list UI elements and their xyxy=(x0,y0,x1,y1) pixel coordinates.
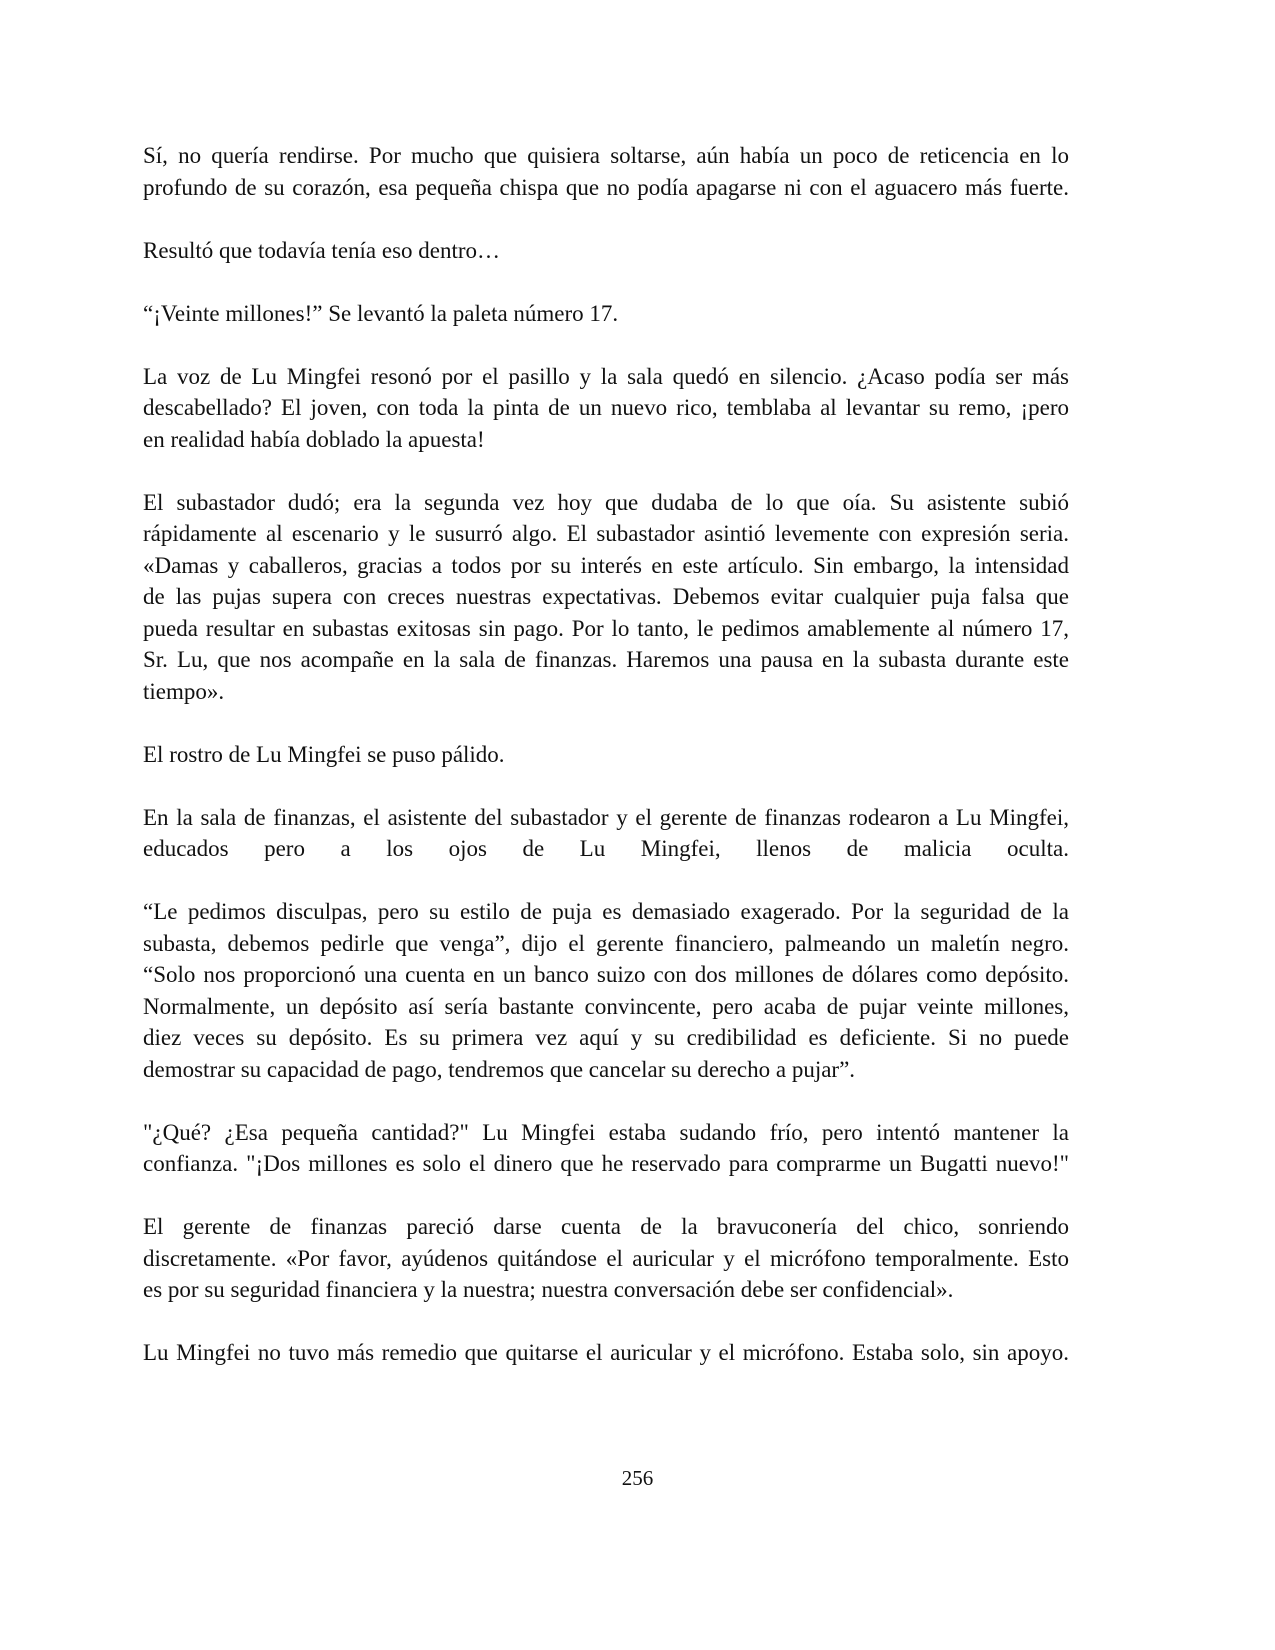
text-line: profundo de su corazón, esa pequeña chispa que no podía apagarse ni con el aguacero más fuerte. xyxy=(143,174,1069,200)
paragraph xyxy=(143,140,1069,203)
paragraph xyxy=(143,896,1069,1085)
text-line: educados pero a los ojos de Lu Mingfei, llenos de malicia oculta. xyxy=(143,836,1069,861)
text-line: “Solo nos proporcionó una cuenta en un banco suizo con dos millones de dólares como depósito. xyxy=(143,962,1069,987)
paragraph xyxy=(143,739,1069,771)
text-line: discretamente. «Por favor, ayúdenos quitándose el auricular y el micrófono temporalmente. Esto xyxy=(143,1245,1069,1271)
paragraph xyxy=(143,1337,1069,1369)
text-line: Sí, no quería rendirse. Por mucho que quisiera soltarse, aún había un poco de reticencia en lo xyxy=(143,143,1069,168)
text-line: La voz de Lu Mingfei resonó por el pasillo y la sala quedó en silencio. ¿Acaso podía ser más xyxy=(143,363,1069,389)
text-line: “¡Veinte millones!” Se levantó la paleta número 17. xyxy=(143,300,619,326)
paragraph xyxy=(143,1117,1069,1180)
text-line: subasta, debemos pedirle que venga”, dijo el gerente financiero, palmeando un maletín negro. xyxy=(143,930,1069,956)
text-line: rápidamente al escenario y le susurró algo. El subastador asintió levemente con expresión seria. xyxy=(143,521,1069,546)
text-line: El subastador dudó; era la segunda vez hoy que dudaba de lo que oía. Su asistente subió xyxy=(143,489,1069,515)
text-line: El rostro de Lu Mingfei se puso pálido. xyxy=(143,741,505,767)
page-body xyxy=(143,140,1069,1400)
text-line: "¿Qué? ¿Esa pequeña cantidad?" Lu Mingfei estaba sudando frío, pero intentó mantener la xyxy=(143,1119,1069,1145)
text-line: Normalmente, un depósito así sería bastante convincente, pero acaba de pujar veinte millones, xyxy=(143,993,1069,1019)
text-line: confianza. "¡Dos millones es solo el dinero que he reservado para comprarme un Bugatti nuevo!" xyxy=(143,1151,1069,1176)
text-line: diez veces su depósito. Es su primera vez aquí y su credibilidad es deficiente. Si no puede xyxy=(143,1025,1069,1050)
text-line: Sr. Lu, que nos acompañe en la sala de finanzas. Haremos una pausa en la subasta durante este xyxy=(143,647,1069,672)
paragraph xyxy=(143,487,1069,708)
text-line: En la sala de finanzas, el asistente del subastador y el gerente de finanzas rodearon a Lu Mingfei, xyxy=(143,804,1069,830)
text-line: descabellado? El joven, con toda la pinta de un nuevo rico, temblaba al levantar su remo, ¡pero xyxy=(143,395,1069,420)
paragraph xyxy=(143,298,1069,330)
paragraph xyxy=(143,802,1069,865)
text-line: demostrar su capacidad de pago, tendremos que cancelar su derecho a pujar”. xyxy=(143,1056,856,1082)
paragraph xyxy=(143,235,1069,267)
text-line: “Le pedimos disculpas, pero su estilo de puja es demasiado exagerado. Por la seguridad de la xyxy=(143,899,1069,924)
text-line: Resultó que todavía tenía eso dentro… xyxy=(143,237,501,263)
text-line: es por su seguridad financiera y la nuestra; nuestra conversación debe ser confidencial». xyxy=(143,1277,954,1302)
text-line: pueda resultar en subastas exitosas sin pago. Por lo tanto, le pedimos amablemente al número 17, xyxy=(143,615,1069,641)
text-line: en realidad había doblado la apuesta! xyxy=(143,426,485,452)
text-line: tiempo». xyxy=(143,678,225,704)
text-line: Lu Mingfei no tuvo más remedio que quitarse el auricular y el micrófono. Estaba solo, sin apoyo. xyxy=(143,1340,1069,1365)
page-number: 256 xyxy=(621,1466,654,1490)
text-line: El gerente de finanzas pareció darse cuenta de la bravuconería del chico, sonriendo xyxy=(143,1214,1069,1239)
paragraph xyxy=(143,1211,1069,1306)
paragraph xyxy=(143,361,1069,456)
text-line: de las pujas supera con creces nuestras expectativas. Debemos evitar cualquier puja falsa que xyxy=(143,584,1069,609)
text-line: «Damas y caballeros, gracias a todos por su interés en este artículo. Sin embargo, la intensidad xyxy=(143,552,1069,578)
